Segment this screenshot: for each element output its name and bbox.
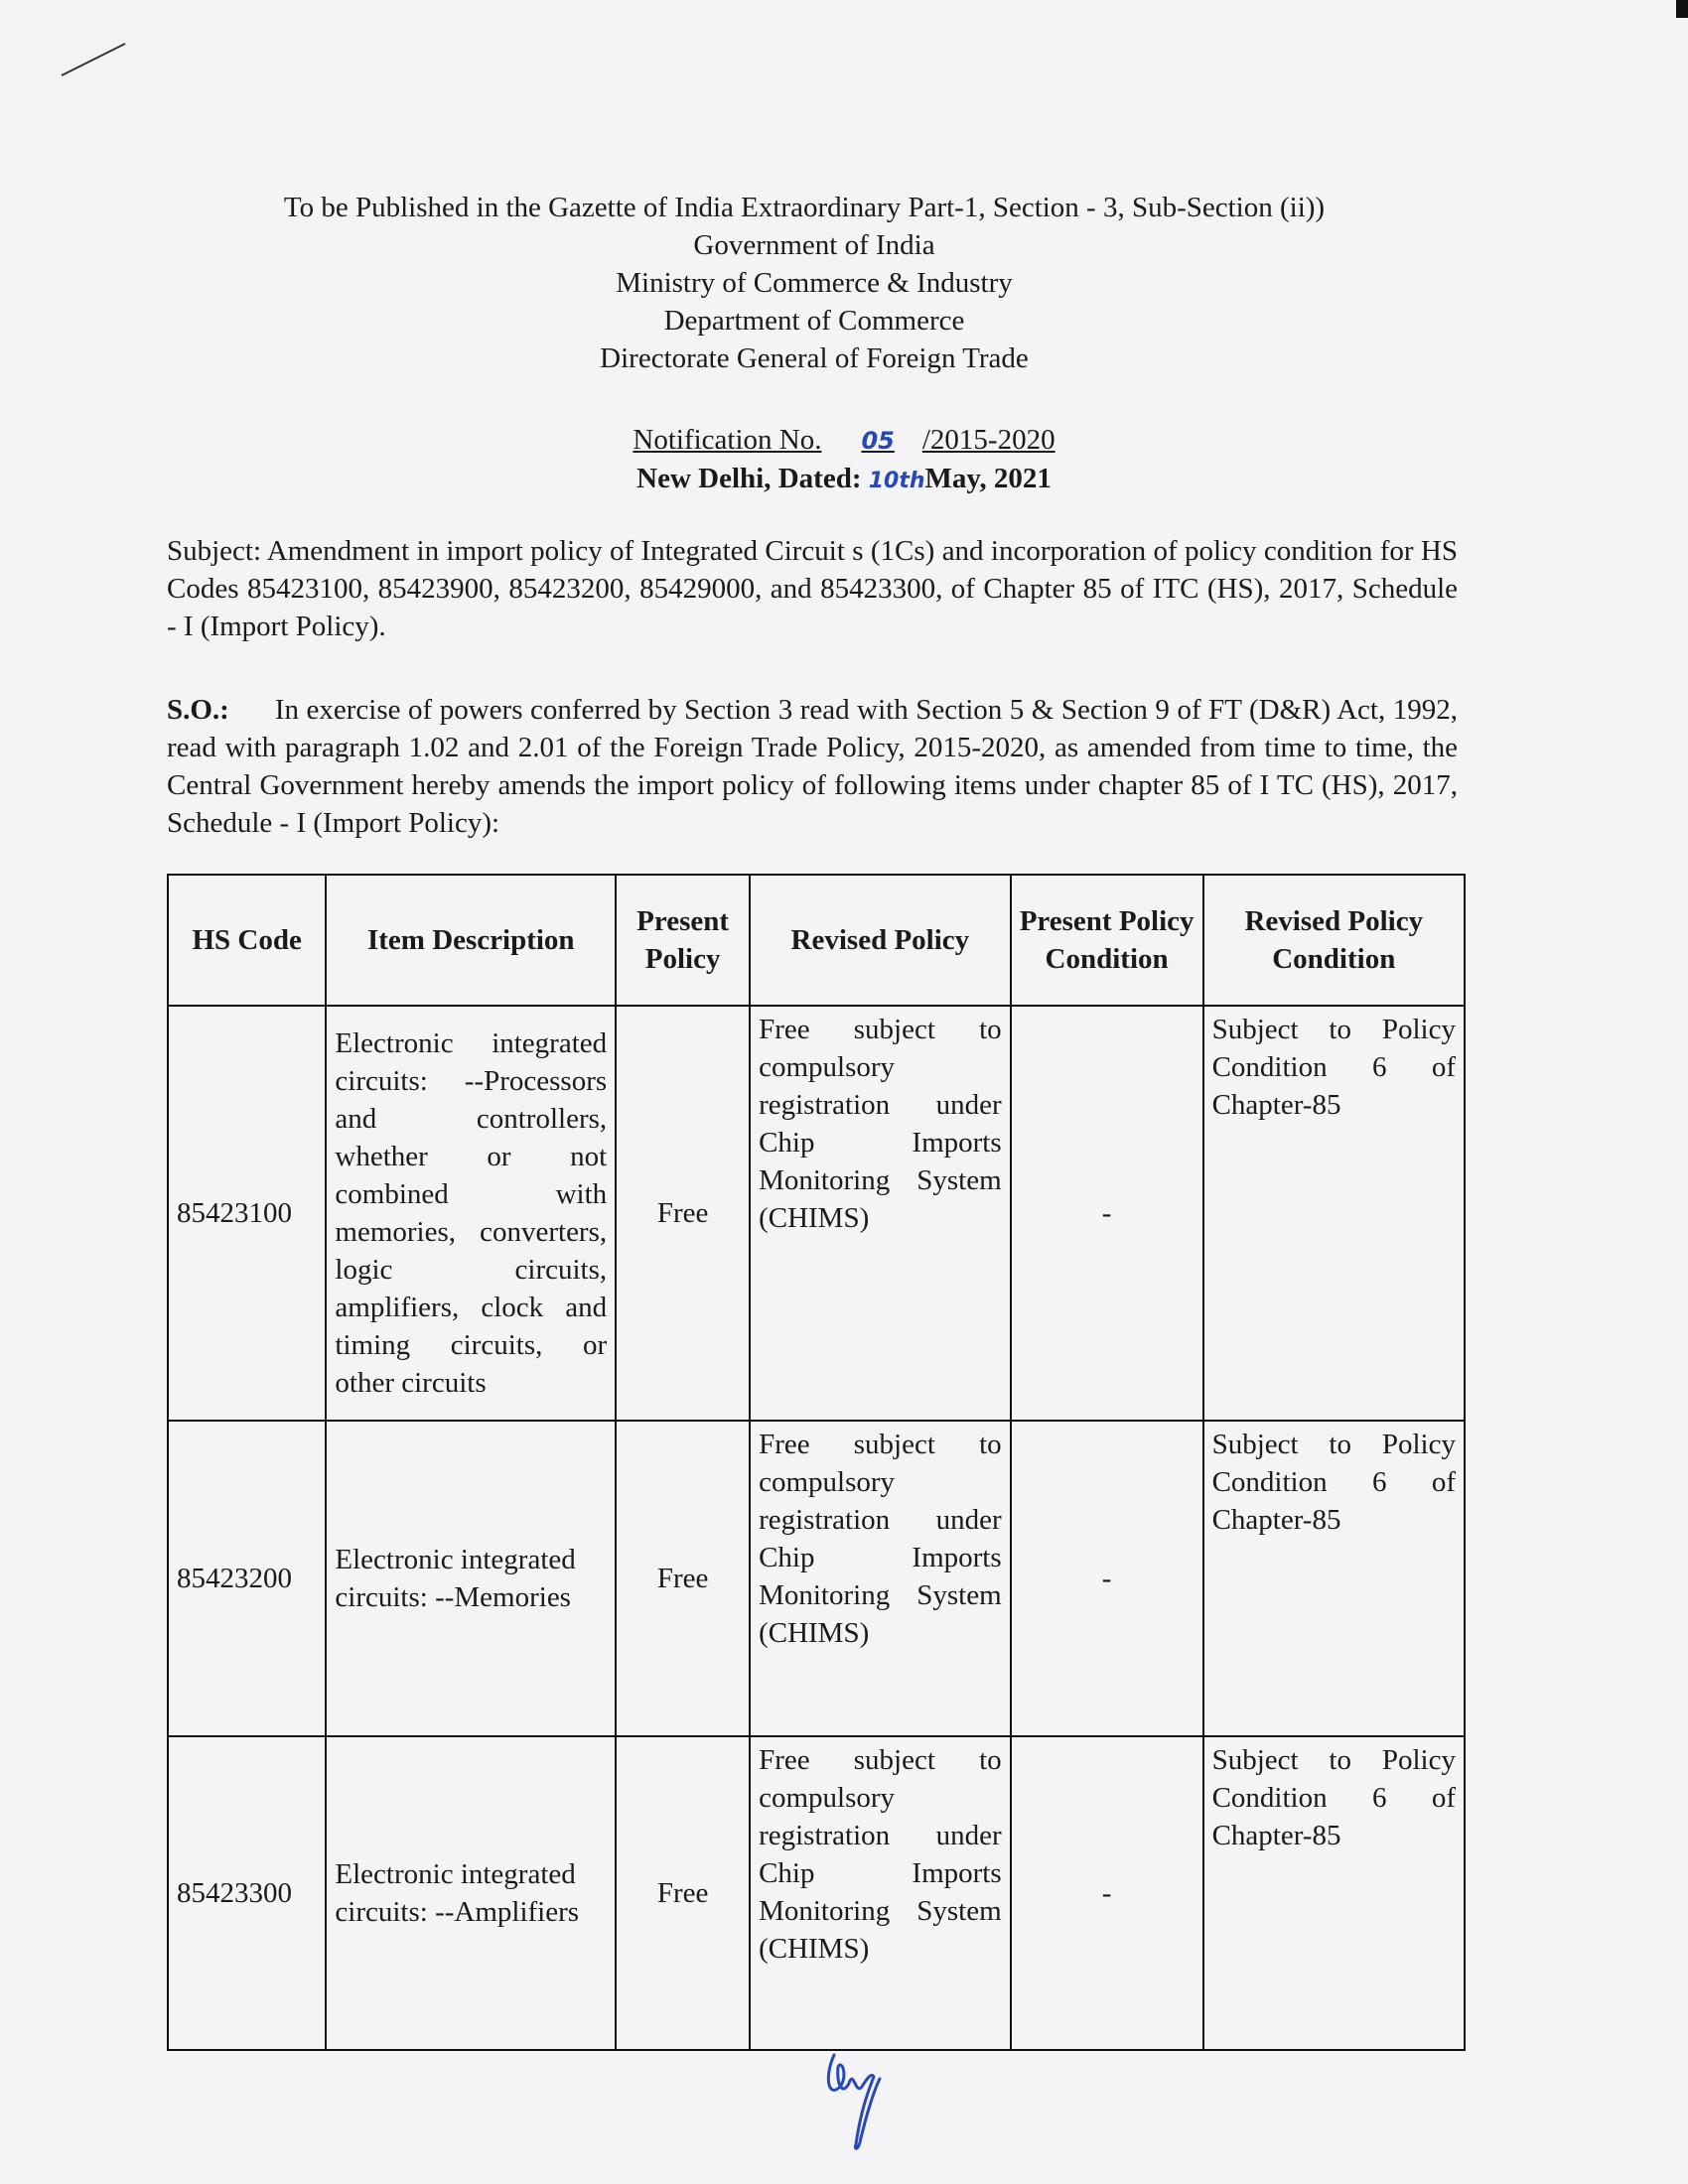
notification-suffix: /2015-2020 [921,424,1055,456]
policy-table [167,874,1466,2051]
header-item-description: Item Description [326,875,616,1006]
pen-stroke-mark [60,40,129,79]
government-line: Government of India [693,229,935,261]
department-line: Department of Commerce [663,305,965,337]
header-revised-policy-condition: Revised Policy Condition [1203,875,1465,1006]
hs-code-cell: 85423300 [168,1736,326,2050]
item-description-cell: Electronic integrated circuits: --Processors and controllers, whether or not combined with memories, converters, logic circuits, amplifiers, clock and timing circuits, or other circuits [326,1006,616,1421]
revised-condition-cell: Subject to Policy Condition 6 of Chapter-85 [1203,1421,1465,1736]
revised-condition-cell: Subject to Policy Condition 6 of Chapter-85 [1203,1736,1465,2050]
revised-policy-cell: Free subject to compulsory registration under Chip Imports Monitoring System (CHIMS) [750,1006,1011,1421]
notification-date [0,460,1688,500]
revised-policy-cell: Free subject to compulsory registration under Chip Imports Monitoring System (CHIMS) [750,1421,1011,1736]
hs-code-cell: 85423200 [168,1421,326,1736]
revised-policy-cell: Free subject to compulsory registration under Chip Imports Monitoring System (CHIMS) [750,1736,1011,2050]
handwritten-date: 10th [868,469,925,493]
table-row [168,1736,1465,2050]
header-present-policy: Present Policy [616,875,750,1006]
present-policy-cell: Free [616,1736,750,2050]
present-condition-cell: - [1011,1421,1203,1736]
present-condition-cell: - [1011,1736,1203,2050]
hs-code-cell: 85423100 [168,1006,326,1421]
so-text: In exercise of powers conferred by Section 3 read with Section 5 & Section 9 of FT (D&R) Act, 1992, read with paragraph 1.02 and 2.01 of the Foreign Trade Policy, 2015-2020, as amended from time to time, the Central Government hereby amends the import policy of following items under chapter 85 of I TC (HS), 2017, Schedule - I (Import Policy): [167,694,1458,839]
directorate-line: Directorate General of Foreign Trade [600,342,1029,374]
present-policy-cell: Free [616,1421,750,1736]
handwritten-number: 05 [861,427,895,455]
so-label: S.O.: [167,694,229,726]
revised-condition-cell: Subject to Policy Condition 6 of Chapter-85 [1203,1006,1465,1421]
gazette-line: To be Published in the Gazette of India Extraordinary Part-1, Section - 3, Sub-Section (ii)) [283,192,1326,223]
subject-paragraph: Subject: Amendment in import policy of Integrated Circuit s (1Cs) and incorporation of policy condition for HS Codes 85423100, 85423900, 85423200, 85429000, and 85423300, of Chapter 85 of ITC (HS), 2017, Schedule - I (Import Policy). [167,535,1458,642]
signature-mark [820,2047,890,2156]
table-header-row [168,875,1465,1006]
scan-corner-mark [1676,0,1688,18]
so-paragraph [167,691,1458,842]
item-description-cell: Electronic integrated circuits: --Memories [326,1421,616,1736]
date-suffix: May, 2021 [924,463,1052,494]
item-description-cell: Electronic integrated circuits: --Amplifiers [326,1736,616,2050]
present-condition-cell: - [1011,1006,1203,1421]
table-row [168,1006,1465,1421]
dated-label: New Delhi, Dated: [636,463,862,494]
present-policy-cell: Free [616,1006,750,1421]
header-present-policy-condition: Present Policy Condition [1011,875,1203,1006]
table-row [168,1421,1465,1736]
document-header [169,189,1460,377]
header-hs-code: HS Code [168,875,326,1006]
notification-number [0,421,1688,460]
ministry-line: Ministry of Commerce & Industry [616,267,1013,299]
notification-block [0,421,1688,500]
notification-prefix: Notification No. [633,424,822,456]
header-revised-policy: Revised Policy [750,875,1011,1006]
